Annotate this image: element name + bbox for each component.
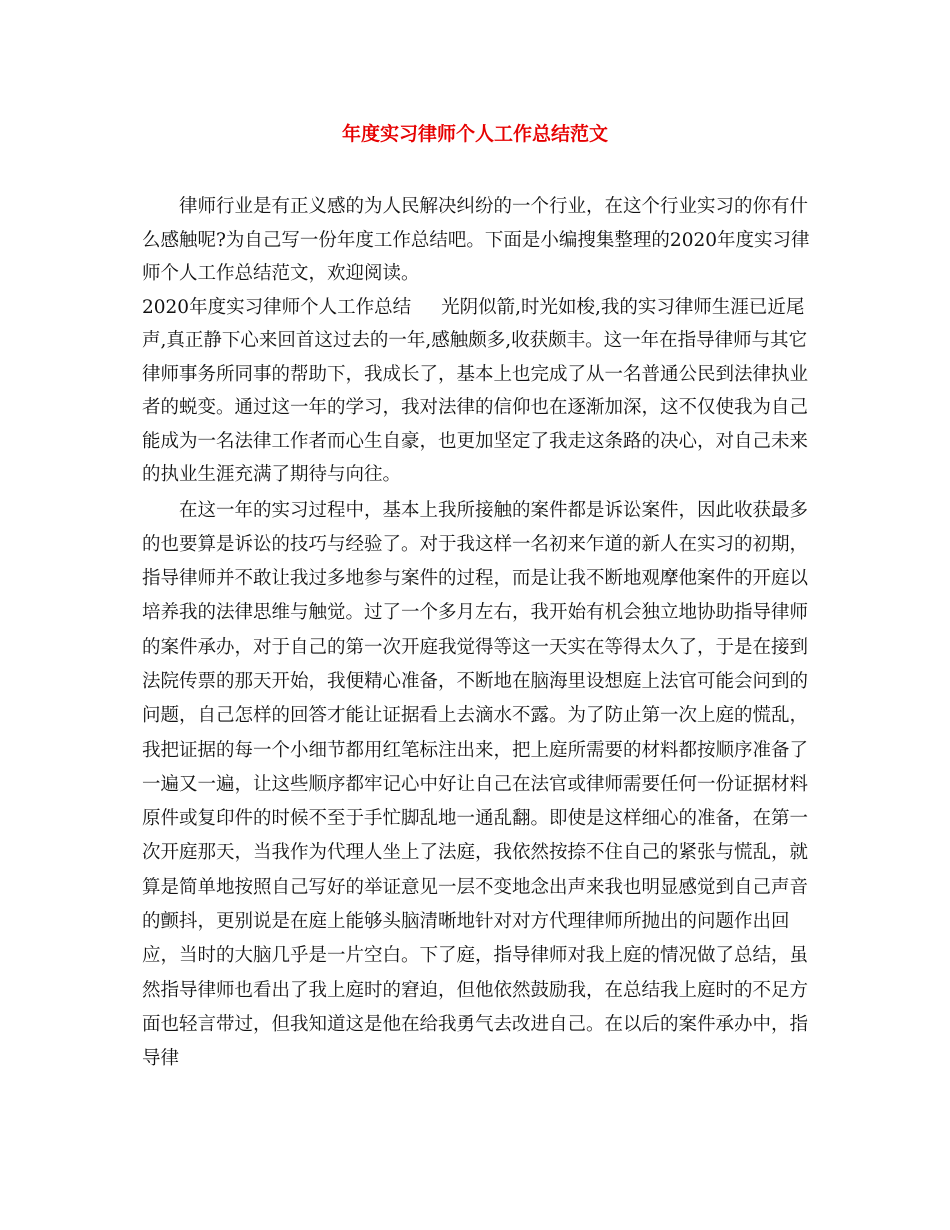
intro-paragraph: 律师行业是有正义感的为人民解决纠纷的一个行业，在这个行业实习的你有什么感触呢?为自己写一份年度工作总结吧。下面是小编搜集整理的2020年度实习律师个人工作总结范文，欢迎阅读。 — [142, 196, 810, 284]
section-heading: 2020年度实习律师个人工作总结 — [142, 296, 412, 318]
document-body — [142, 190, 822, 1077]
summary-paragraph — [142, 291, 822, 492]
case-experience-paragraph: 在这一年的实习过程中，基本上我所接触的案件都是诉讼案件，因此收获最多的也要算是诉讼的技巧与经验了。对于我这样一名初来乍道的新人在实习的初期，指导律师并不敢让我过多地参与案件的过程，而是让我不断地观摩他案件的开庭以培养我的法律思维与触觉。过了一个多月左右，我开始有机会独立地协助指导律师的案件承办，对于自己的第一次开庭我觉得等这一天实在等得太久了，于是在接到法院传票的那天开始，我便精心准备，不断地在脑海里设想庭上法官可能会问到的问题，自己怎样的回答才能让证据看上去滴水不露。为了防止第一次上庭的慌乱，我把证据的每一个小细节都用红笔标注出来，把上庭所需要的材料都按顺序准备了一遍又一遍，让这些顺序都牢记心中好让自己在法官或律师需要任何一份证据材料原件或复印件的时候不至于手忙脚乱地一通乱翻。即使是这样细心的准备，在第一次开庭那天，当我作为代理人坐上了法庭，我依然按捺不住自己的紧张与慌乱，就算是简单地按照自己写好的举证意见一层不变地念出声来我也明显感觉到自己声音的颤抖，更别说是在庭上能够头脑清晰地针对对方代理律师所抛出的问题作出回应，当时的大脑几乎是一片空白。下了庭，指导律师对我上庭的情况做了总结，虽然指导律师也看出了我上庭时的窘迫，但他依然鼓励我，在总结我上庭时的不足方面也轻言带过，但我知道这是他在给我勇气去改进自己。在以后的案件承办中，指导律 — [142, 499, 809, 1070]
paragraph-text: 光阴似箭,时光如梭,我的实习律师生涯已近尾声,真正静下心来回首这过去的一年,感触颇多,收获颇丰。这一年在指导律师与其它律师事务所同事的帮助下，我成长了，基本上也完成了从一名普通公民到法律执业者的蜕变。通过这一年的学习，我对法律的信仰也在逐渐加深，这不仅使我为自己能成为一名法律工作者而心生自豪，也更加坚定了我走这条路的决心，对自己未来的执业生涯充满了期待与向往。 — [142, 296, 809, 485]
document-title: 年度实习律师个人工作总结范文 — [341, 123, 608, 145]
